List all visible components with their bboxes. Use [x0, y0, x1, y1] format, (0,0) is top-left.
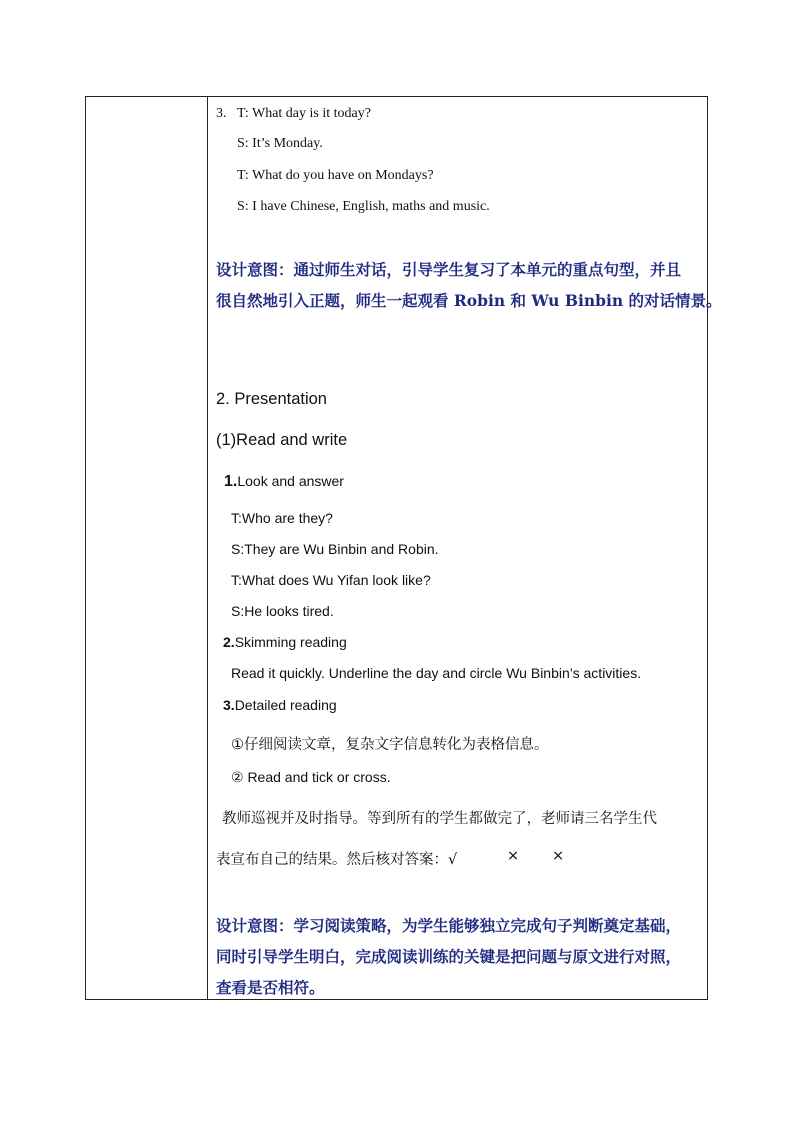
design-intent-2-line-3: 查看是否相符。	[216, 978, 325, 997]
review-line-2: S: It’s Monday.	[237, 136, 323, 151]
dialogue-line-3: T:What does Wu Yifan look like?	[231, 572, 431, 588]
step-3-label: Detailed reading	[234, 697, 337, 713]
section-subheading: (1)Read and write	[216, 431, 348, 449]
design-intent-2-line-1: 设计意图：学习阅读策略，为学生能够独立完成句子判断奠定基础，	[216, 916, 682, 935]
step-3	[223, 697, 337, 713]
step-1-number: 1.	[224, 473, 238, 490]
step-2-number: 2.	[223, 634, 235, 650]
step-3-item-2: ② Read and tick or cross.	[231, 769, 391, 785]
review-number: 3.	[216, 106, 227, 121]
step-2	[223, 634, 347, 650]
step-1-label: Look and answer	[237, 473, 344, 489]
review-line-4: S: I have Chinese, English, maths and music.	[237, 199, 490, 214]
dialogue-line-2: S:They are Wu Binbin and Robin.	[231, 541, 439, 557]
design-intent-2-line-2: 同时引导学生明白，完成阅读训练的关键是把问题与原文进行对照，	[216, 947, 682, 966]
step-3-number: 3.	[223, 697, 235, 713]
dialogue-line-1: T:Who are they?	[231, 510, 333, 526]
answer-cross-1: ×	[507, 848, 520, 864]
guidance-line-1: 教师巡视并及时指导。等到所有的学生都做完了，老师请三名学生代	[222, 811, 657, 827]
step-2-label: Skimming reading	[234, 634, 347, 650]
design-intent-1-line-2: 很自然地引入正题，师生一起观看 Robin 和 Wu Binbin 的对话情景。	[216, 291, 722, 310]
answer-cross-2: ×	[552, 848, 565, 864]
right-column-cell	[208, 97, 722, 999]
section-heading: 2. Presentation	[216, 390, 327, 408]
step-3-item-1: ①仔细阅读文章，复杂文字信息转化为表格信息。	[231, 737, 549, 753]
review-line-3: T: What do you have on Mondays?	[237, 168, 434, 183]
left-column-cell	[86, 97, 208, 999]
guidance-line-2: 表宣布自己的结果。然后核对答案：√	[216, 852, 458, 868]
lesson-plan-table	[85, 96, 722, 1000]
design-intent-1-line-1: 设计意图：通过师生对话，引导学生复习了本单元的重点句型，并且	[216, 260, 682, 279]
step-2-instruction: Read it quickly. Underline the day and circle Wu Binbin’s activities.	[231, 665, 642, 681]
review-line-1: T: What day is it today?	[237, 106, 371, 121]
dialogue-line-4: S:He looks tired.	[231, 603, 334, 619]
step-1	[224, 473, 344, 491]
